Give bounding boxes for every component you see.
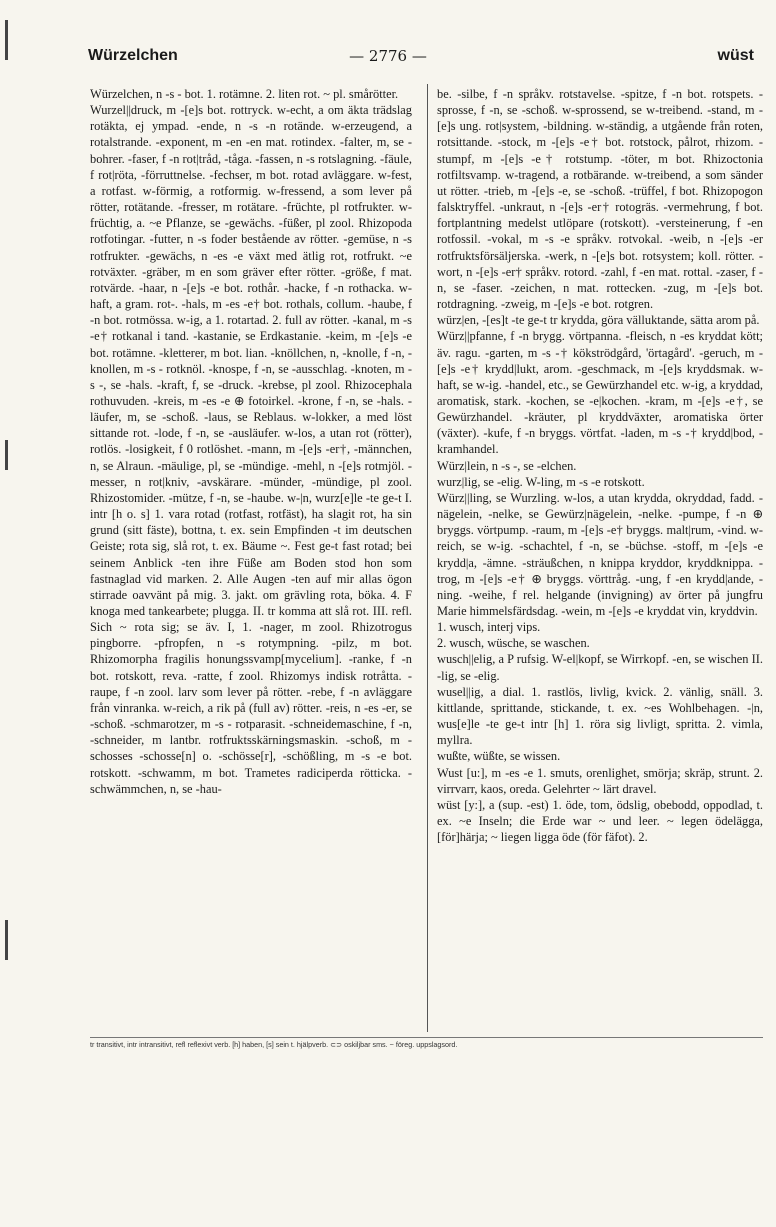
entry-paragraph: Würz|lein, n -s -, se -elchen. bbox=[437, 458, 577, 473]
entry-paragraph: wurz|lig, se -elig. W-ling, m -s -e rotskott. bbox=[437, 474, 645, 489]
running-head-right: wüst bbox=[717, 47, 754, 64]
entry-paragraph: 2. wusch, wüsche, se waschen. bbox=[437, 636, 590, 651]
entry-paragraph: be. -silbe, f -n språkv. rotstavelse. -spitze, f -n bot. rotspets. -sprosse, f -n, se -schoß. w-sprossend, se w-treibend. -stand, m -[e]s ung. rot|system, -bildning. w-ständig, a utgående från roten, rotsittande. -stock, m -[e]s -e† bot. rotstock, pålrot, rhizom. -stumpf, m -[e]s -e† rotstump. -töter, m bot. Rhizoctonia rotfiltsvamp. w-tragend, a rotbärande. w-treibend, a som sänder ut rötter. -trieb, m -[e]s -e, se -schoß. -trüffel, f bot. Rhizopogon falsktryffel. -unkraut, n -[e]s -er† rotogräs. -vermehrung, f bot. fortplantning medelst utlöpare (rotskott). -versteinerung, f -en rotfossil. -vokal, m -s -e språkv. rotvokal. -weib, n -[e]s -er rotfruktsförsäljerska. -werk, n -[e]s bot. rotsystem; koll. rötter. -wort, n -[e]s -er† språkv. rotord. -zahl, f -en mat. rottal. -zaser, f -n, se -faser. -zeichen, n mat. rottecken. -zug, m -[e]s bot. rotdragning. -zweig, m -[e]s -e bot. rotgren. bbox=[437, 87, 763, 312]
entry-paragraph: Würzelchen, n -s - bot. 1. rotämne. 2. liten rot. ~ pl. smårötter. bbox=[90, 87, 399, 101]
column-divider bbox=[427, 84, 428, 1032]
entry-paragraph: 1. wusch, interj vips. bbox=[437, 620, 541, 635]
entry-paragraph: Wust [u:], m -es -e 1. smuts, orenlighet, smörja; skräp, strunt. 2. virrvarr, kaos, oreda. Gelehrter ~ lärt dravel. bbox=[437, 765, 763, 796]
page-number: — 2776 — bbox=[349, 47, 427, 65]
entry-paragraph: würz|en, -[es]t -te ge-t tr krydda, göra välluktande, sätta arom på. bbox=[437, 313, 760, 328]
abbreviation-key: tr transitivt, intr intransitivt, refl reflexivt verb. [h] haben, [s] sein t. hjälpverb. ⊂⊃ oskiljbar sms. ~ föreg. uppslagsord. bbox=[90, 1040, 458, 1049]
entry-paragraph: wusch||elig, a P rufsig. W-el|kopf, se Wirrkopf. -en, se wischen II. -lig, se -elig. bbox=[437, 652, 763, 683]
entry-paragraph: wüst [y:], a (sup. -est) 1. öde, tom, ödslig, obebodd, oppodlad, t. ex. ~e Inseln; die Erde war ~ und leer. ~ legen ödelägga, [för]härja; ~ liegen ligga öde (för fäfot). 2. bbox=[437, 797, 763, 845]
running-head-left: Würzelchen bbox=[88, 47, 178, 64]
footnote-rule bbox=[90, 1037, 763, 1038]
left-column bbox=[90, 86, 412, 1031]
right-column bbox=[437, 86, 763, 1031]
entry-paragraph: wußte, wüßte, se wissen. bbox=[437, 749, 561, 764]
binding-edge bbox=[5, 20, 15, 1170]
entry-paragraph: wusel||ig, a dial. 1. rastlös, livlig, kvick. 2. vänlig, snäll. 3. kittlande, sprittande, stickande, t. ex. ~es Wohlbehagen. -|n, wus[e]le -te ge-t intr [h] 1. röra sig livligt, spritta. 2. vimla, myllra. bbox=[437, 684, 763, 748]
entry-paragraph: Würz||pfanne, f -n brygg. vörtpanna. -fleisch, n -es kryddat kött; äv. ragu. -garten, m -s -† kökströdgård, 'örtagård'. -geruch, m -[e]s -e† krydd|lukt, arom. -geschmack, m -[e]s kryddsmak. w-haft, se w-ig. -handel, etc., se Gewürzhandel etc. w-ig, a kryddad, aromatisk, stark. -kochen, se -e|kochen. -kram, m -[e]s -e†, se Gewürzhandel. -kräuter, pl kryddväxter, aromatiska örter (växter). -kufe, f -n bryggs. vörtfat. -laden, m -s -† krydd|bod, -kramhandel. bbox=[437, 329, 763, 457]
entry-paragraph: Würz||ling, se Wurzling. w-los, a utan krydda, okryddad, fadd. -nägelein, -nelke, se Gewürz|nägelein, -nelke. -pumpe, f -n ⊕ bryggs. vörtpump. -raum, m -[e]s -e† bryggs. malt|rum, -vind. w-reich, se w-ig. -schachtel, f -n, se -büchse. -stoff, m -[e]s -e krydd|a, -ämne. -sträußchen, n knippa kryddor, kryddknippa. -trog, m -[e]s -e† ⊕ bryggs. vörttråg. -ung, f -en krydd|ande, -ning. -weihe, f rel. helgande (invigning) av örter på jungfru Marie himmelsfärdsdag. -wein, m -[e]s -e kryddat vin, kryddvin. bbox=[437, 490, 763, 618]
entry-paragraph: Wurzel||druck, m -[e]s bot. rottryck. w-echt, a om äkta trädslag rotäkta, ej ympad. -ende, n -s -n rotände. w-erzeugend, a rotalstrande. -exponent, m -en -en mat. rotindex. -falter, m, se -bohrer. -faser, f -n rot|tråd, -tåga. -fassen, n -s rotslagning. -fäule, f rot|röta, -förruttnelse. -fechser, m bot. rotad avläggare. w-fest, a rotfast. w-förmig, a rotformig. w-fressend, a som lever på rötter, rotätande. -fresser, m rotätare. -früchte, pl rotfrukter. w-früchtig, a. ~e Pflanze, se -gewächs. -füßer, pl zool. Rhizopoda rotfotingar. -futter, n -s foder bestående av rötter. -gemüse, n -s rotfrukter. -gewächs, n -es -e växt med ätlig rot, rotfrukt. ~e rotväxter. -gräber, m en som gräver efter rötter. -größe, f mat. rotvärde. -haar, n -[e]s -e bot. rothår. -hacke, f -n rothacka. w-haft, a gram. rot-. -hals, m -es -e† bot. rothals, collum. -haube, f -n bot. rotmössa. w-ig, a 1. rotartad. 2. full av rötter. -kanal, m -s -e† rotkanal i tand. -kastanie, se Erdkastanie. -keim, m -[e]s -e bot. rotämne. -kletterer, m bot. lian. -knöllchen, n, -knolle, f -n, -knollen, m -s - rotknöl. -knospe, f -n, se -ausschlag. -knoten, m -s -, se -hals. -kraft, f, se -druck. -krebse, pl zool. Rhizocephala rothuvuden. -kreis, m -es -e ⊕ fotoirkel. -krone, f -n, se -hals. -läufer, m, se -schoß. -laus, se Reblaus. w-lokker, a med löst sittande rot. -lode, f -n, se -ausläufer. w-los, a utan rot (rötter), rotlös. -losigkeit, f 0 rotlöshet. -mann, m -[e]s -er†, -männchen, n, se Alraun. -mäulige, pl, se -mündige. -mehl, n -[e]s rotmjöl. -messer, n rot|kniv, -avskärare. -münder, -mündige, pl zool. Rhizostomider. -mütze, f -n, se -haube. w-|n, wurz[e]le -te ge-t I. intr [h o. s] 1. vara rotad (rotfast, rotfäst), ha slagit rot, ha sin grund (sitt fäste), bottna, t. ex. sein Empfinden -t im deutschen Geiste; rota sig, slå rot, t. ex. Bäume ~. Fest ge-t fast rotad; bei seinem Anblick -ten ihre Füße am Boden stod hon som fastnaglad vid marken. 2. Alle Augen -ten auf mir allas ögon stirrade oavvänt på mig. 3. jakt. om grävling rota, böka. 4. F knoga med tankearbete; plugga. II. tr komma att slå rot. III. refl. Sich ~ rota sig; se äv. I, 1. -nager, m zool. Rhizotrogus pingborre. -pfropfen, n -s rotympning. -pilz, m bot. Rhizomorpha fragilis honungssvamp[mycelium]. -ranke, f -n bot. rotskott, reva. -ratte, f zool. Rhizomys indisk rotråtta. -raupe, f -n zool. larv som lever på rötter. -rebe, f -n avläggare från vinranka. w-reich, a rik på (full av) rötter. -reis, n -es -er, se -schoß. -schmarotzer, m -s - rotparasit. -schneidemaschine, f -n, -schneider, m lantbr. rotfruktsskärningsmaskin. -schoß, m -schosses -schosse[n] o. -schösse[r], -schößling, m -s -e bot. rotskott. -schwamm, m bot. Trametes radiciperda rötticka. -schwämmchen, n, se -hau- bbox=[90, 103, 412, 796]
